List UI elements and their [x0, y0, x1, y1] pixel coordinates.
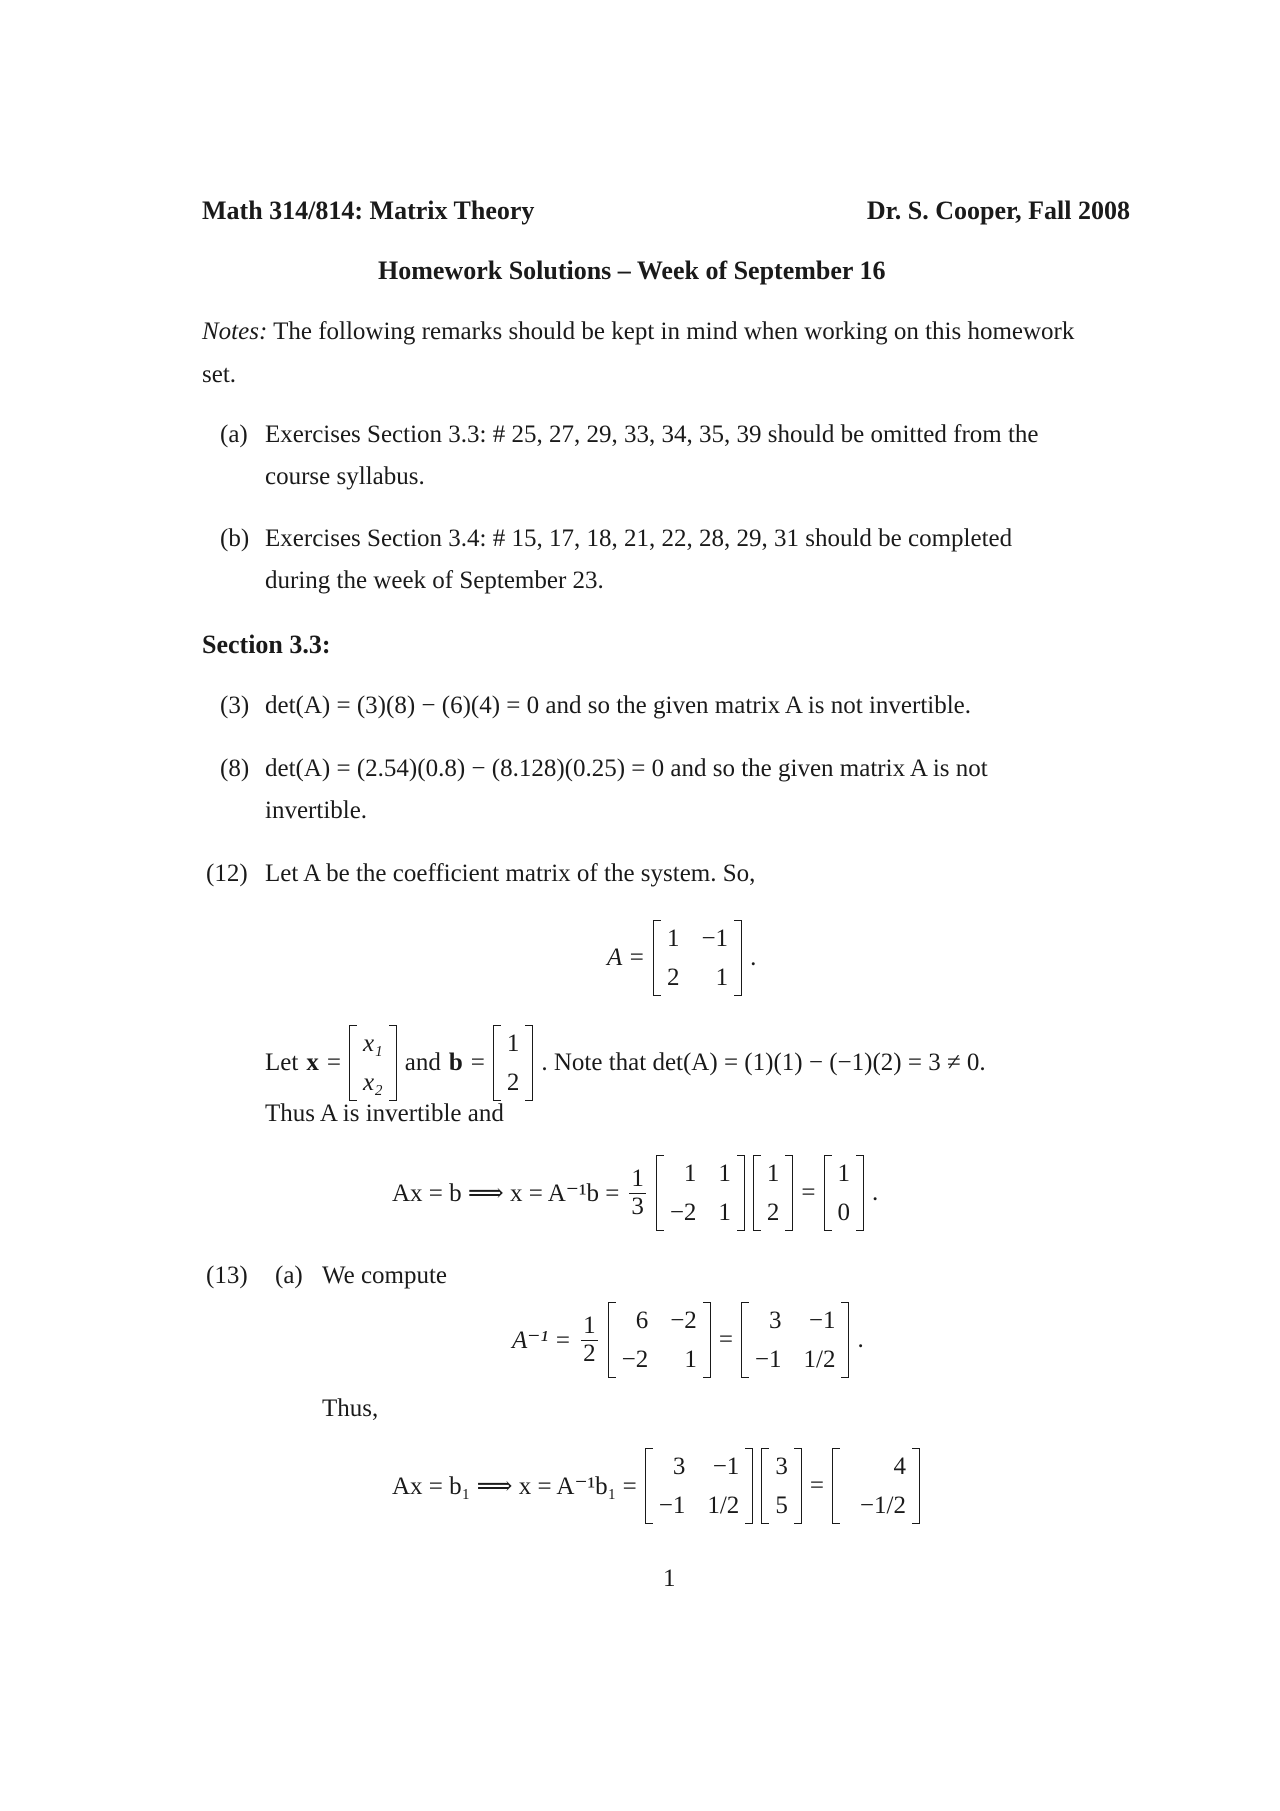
inverse-equation: A⁻¹ = $\frac{1}{2}$ 6 −2 −2 1 = 3 −1 −1 1/2 . — [512, 1302, 864, 1378]
matrix-cell: 1/2 — [803, 1346, 836, 1373]
matrix-cell: 6 — [635, 1307, 649, 1334]
let-text: Let — [265, 1049, 299, 1076]
inverse-label: A⁻¹ = — [512, 1327, 572, 1354]
matrix-M — [656, 1155, 745, 1231]
notes-paragraph — [202, 318, 1074, 346]
note-a-marker: (a) — [220, 421, 248, 448]
matrix-cell: 1 — [683, 1160, 697, 1187]
notes-label: Notes: — [202, 318, 268, 345]
problem-13-intro: We compute — [322, 1262, 448, 1289]
x-vector-label: x — [306, 1049, 319, 1076]
problem-12-marker: (12) — [206, 860, 248, 887]
matrix-cell: 1/2 — [707, 1492, 740, 1519]
solution-13-equation: Ax = b₁ ⟹ x = A⁻¹b₁ = 3 −1 −1 1/2 3 5 = 4 −1/2 — [392, 1448, 920, 1524]
let-x-b-line: Let x = x₁ x₂ and b = 1 2 . Note that det(A) = (1)(1) − (−1)(2) = 3 ≠ 0. — [265, 1025, 986, 1101]
matrix-cell: 1 — [766, 1160, 780, 1187]
matrix-inverse-repeat — [645, 1448, 754, 1524]
matrix-cell: −2 — [670, 1307, 697, 1334]
matrix-adjugate — [608, 1302, 711, 1378]
matrix-cell: −1 — [658, 1492, 686, 1519]
matrix-cell: −1 — [701, 925, 729, 952]
matrix-cell: −1/2 — [859, 1492, 906, 1519]
det-note: . Note that det(A) = (1)(1) − (−1)(2) = 3 ≠ 0. — [541, 1049, 986, 1076]
problem-8-line1: det(A) = (2.54)(0.8) − (8.128)(0.25) = 0 and so the given matrix A is not — [265, 755, 988, 782]
matrix-cell: 1 — [715, 964, 729, 991]
matrix-cell: x₂ — [362, 1069, 383, 1096]
matrix-cell: x₁ — [362, 1030, 383, 1057]
matrix-cell: 4 — [893, 1453, 906, 1480]
vector-x — [349, 1025, 397, 1101]
problem-13-marker: (13) — [206, 1262, 248, 1289]
matrix-cell: 2 — [666, 964, 680, 991]
matrix-cell: −1 — [712, 1453, 740, 1480]
notes-text-line1: The following remarks should be kept in mind when working on this homework — [273, 318, 1075, 345]
matrix-cell: 1 — [837, 1160, 851, 1187]
vector-v — [753, 1155, 794, 1231]
course-title: Math 314/814: Matrix Theory — [202, 196, 535, 225]
matrix-cell: 1 — [718, 1199, 731, 1226]
problem-8-line2: invertible. — [265, 797, 368, 824]
matrix-cell: 1 — [666, 925, 680, 952]
vector-b1 — [761, 1448, 802, 1524]
vector-result-13 — [832, 1448, 920, 1524]
vector-result — [824, 1155, 865, 1231]
equation-lhs: Ax = b₁ ⟹ x = A⁻¹b₁ = — [392, 1473, 637, 1500]
solution-12-equation: Ax = b ⟹ x = A⁻¹b = $\frac{1}{3}$ 1 1 −2 1 1 2 = 1 0 . — [392, 1155, 878, 1231]
note-b-line2: during the week of September 23. — [265, 567, 604, 594]
note-b-marker: (b) — [220, 525, 250, 552]
matrix-A-equation: A = 1 −1 2 1 . — [607, 920, 756, 996]
problem-12-intro: Let A be the coefficient matrix of the system. So, — [265, 860, 756, 887]
matrix-cell: −1 — [808, 1307, 836, 1334]
problem-3-marker: (3) — [220, 692, 250, 719]
matrix-A — [653, 920, 742, 996]
problem-13a-marker: (a) — [275, 1262, 303, 1289]
matrix-cell: 3 — [775, 1453, 788, 1480]
page-number: 1 — [663, 1565, 676, 1592]
section-heading: Section 3.3: — [202, 630, 331, 659]
equation-lhs: Ax = b ⟹ x = A⁻¹b = — [392, 1180, 620, 1207]
matrix-cell: 1 — [684, 1346, 697, 1373]
A-label: A = — [607, 944, 645, 971]
invertible-statement: Thus A is invertible and — [265, 1100, 504, 1127]
matrix-cell: −2 — [669, 1199, 697, 1226]
problem-8-marker: (8) — [220, 755, 250, 782]
problem-3-text: det(A) = (3)(8) − (6)(4) = 0 and so the given matrix A is not invertible. — [265, 692, 972, 719]
vector-b — [493, 1025, 534, 1101]
note-b-line1: Exercises Section 3.4: # 15, 17, 18, 21, 22, 28, 29, 31 should be completed — [265, 525, 1013, 552]
matrix-cell: 1 — [718, 1160, 731, 1187]
matrix-cell: 5 — [775, 1492, 788, 1519]
fraction: $\frac{1}{2}$ — [583, 1312, 596, 1367]
fraction: $\frac{1}{3}$ — [631, 1165, 644, 1220]
matrix-cell: −2 — [621, 1346, 649, 1373]
document-title: Homework Solutions – Week of September 16 — [378, 256, 886, 285]
and-text: and — [404, 1049, 441, 1076]
matrix-cell: 2 — [766, 1199, 780, 1226]
thus-text: Thus, — [322, 1395, 379, 1422]
instructor-term: Dr. S. Cooper, Fall 2008 — [866, 196, 1130, 225]
notes-text-line2: set. — [202, 361, 237, 388]
b-vector-label: b — [448, 1049, 463, 1076]
matrix-cell: 3 — [672, 1453, 686, 1480]
matrix-inverse — [741, 1302, 850, 1378]
matrix-cell: 0 — [837, 1199, 851, 1226]
matrix-cell: 3 — [769, 1307, 782, 1334]
note-a-line2: course syllabus. — [265, 463, 425, 490]
matrix-cell: 1 — [506, 1030, 520, 1057]
note-a-line1: Exercises Section 3.3: # 25, 27, 29, 33, 34, 35, 39 should be omitted from the — [265, 421, 1039, 448]
matrix-cell: −1 — [754, 1346, 782, 1373]
matrix-cell: 2 — [506, 1069, 520, 1096]
